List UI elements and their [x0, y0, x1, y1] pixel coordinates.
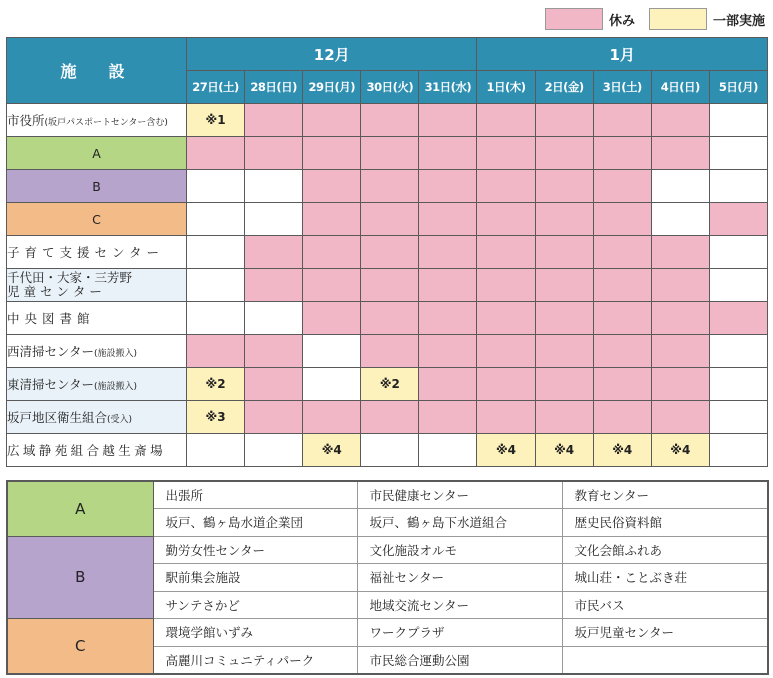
schedule-cell-off	[477, 137, 535, 170]
schedule-table	[6, 37, 768, 467]
schedule-cell-off	[651, 104, 709, 137]
day-header: 29日(月)	[303, 71, 361, 104]
schedule-cell-open	[709, 368, 767, 401]
facility-name-cell	[7, 236, 187, 269]
schedule-cell-off	[535, 269, 593, 302]
schedule-cell-off	[245, 401, 303, 434]
schedule-cell-open	[361, 434, 419, 467]
schedule-cell-off	[651, 302, 709, 335]
facility-note: (施設搬入)	[94, 382, 138, 392]
schedule-cell-off	[419, 170, 477, 203]
facility-name: 千代田・大家・三芳野	[7, 270, 133, 285]
facility-name: C	[92, 211, 101, 227]
schedule-cell-off	[245, 368, 303, 401]
schedule-cell-partial: ※1	[187, 104, 245, 137]
schedule-cell-off	[361, 104, 419, 137]
schedule-cell-off	[593, 302, 651, 335]
day-header: 4日(日)	[651, 71, 709, 104]
schedule-cell-off	[593, 170, 651, 203]
schedule-cell-off	[361, 302, 419, 335]
schedule-cell-open	[187, 434, 245, 467]
day-header: 31日(水)	[419, 71, 477, 104]
schedule-cell-off	[419, 335, 477, 368]
schedule-cell-open	[709, 137, 767, 170]
schedule-cell-off	[303, 203, 361, 236]
schedule-row	[7, 401, 768, 434]
schedule-cell-partial: ※3	[187, 401, 245, 434]
facility-name-line2: 児 童 セ ン タ ー	[7, 284, 102, 299]
schedule-cell-off	[535, 401, 593, 434]
category-facility: 地域交流センター	[357, 591, 562, 619]
schedule-cell-off	[651, 137, 709, 170]
schedule-cell-open	[709, 236, 767, 269]
schedule-cell-off	[303, 236, 361, 269]
legend-label-closed: 休み	[608, 13, 635, 29]
schedule-cell-off	[419, 137, 477, 170]
schedule-cell-off	[419, 104, 477, 137]
schedule-row	[7, 137, 768, 170]
schedule-cell-off	[361, 236, 419, 269]
schedule-cell-off	[593, 203, 651, 236]
facility-name-cell	[7, 434, 187, 467]
schedule-cell-off	[361, 170, 419, 203]
schedule-cell-off	[245, 269, 303, 302]
schedule-cell-off	[593, 401, 651, 434]
schedule-cell-partial: ※4	[535, 434, 593, 467]
category-facility: 坂戸児童センター	[562, 619, 768, 647]
schedule-cell-open	[245, 434, 303, 467]
category-facility: 高麗川コミュニティパーク	[153, 646, 357, 674]
schedule-cell-open	[303, 335, 361, 368]
category-facility: サンテさかど	[153, 591, 357, 619]
category-facility: 文化施設オルモ	[357, 536, 562, 564]
schedule-cell-partial: ※4	[303, 434, 361, 467]
schedule-cell-off	[535, 335, 593, 368]
category-facility: ワークプラザ	[357, 619, 562, 647]
schedule-cell-off	[303, 401, 361, 434]
day-header: 5日(月)	[709, 71, 767, 104]
schedule-row	[7, 368, 768, 401]
schedule-cell-off	[303, 137, 361, 170]
category-facility	[562, 646, 768, 674]
schedule-cell-open	[419, 434, 477, 467]
schedule-cell-open	[187, 302, 245, 335]
facility-name-cell	[7, 368, 187, 401]
schedule-row	[7, 302, 768, 335]
legend-swatch-closed	[545, 8, 603, 30]
schedule-cell-off	[651, 368, 709, 401]
schedule-cell-off	[361, 137, 419, 170]
schedule-cell-open	[651, 203, 709, 236]
schedule-cell-off	[361, 203, 419, 236]
category-facility: 歴史民俗資料館	[562, 509, 768, 537]
category-facility: 勤労女性センター	[153, 536, 357, 564]
category-facility: 福祉センター	[357, 564, 562, 592]
schedule-cell-off	[709, 203, 767, 236]
schedule-cell-off	[419, 302, 477, 335]
schedule-cell-off	[419, 236, 477, 269]
category-label-a: A	[7, 481, 153, 536]
schedule-cell-off	[535, 104, 593, 137]
schedule-cell-off	[651, 335, 709, 368]
schedule-cell-off	[187, 137, 245, 170]
category-label-b: B	[7, 536, 153, 619]
category-body	[7, 481, 768, 674]
schedule-cell-off	[593, 269, 651, 302]
schedule-cell-off	[535, 368, 593, 401]
category-facility: 市民バス	[562, 591, 768, 619]
facility-name: 東清掃センター	[7, 377, 95, 392]
legend-swatch-partial	[649, 8, 707, 30]
category-row	[7, 619, 768, 647]
schedule-cell-off	[593, 104, 651, 137]
facility-name-cell	[7, 104, 187, 137]
category-facility: 城山荘・ことぶき荘	[562, 564, 768, 592]
schedule-cell-off	[593, 236, 651, 269]
category-row	[7, 536, 768, 564]
category-facility: 市民健康センター	[357, 481, 562, 509]
schedule-cell-off	[477, 203, 535, 236]
legend-label-partial: 一部実施	[712, 13, 765, 29]
facility-name-cell	[7, 335, 187, 368]
schedule-cell-off	[477, 401, 535, 434]
category-facility: 環境学館いずみ	[153, 619, 357, 647]
schedule-cell-off	[535, 170, 593, 203]
schedule-row	[7, 236, 768, 269]
legend	[545, 6, 765, 32]
category-table	[6, 480, 769, 675]
schedule-cell-open	[303, 368, 361, 401]
facility-name: 子育て支援センター	[7, 245, 165, 260]
day-header: 28日(日)	[245, 71, 303, 104]
day-header: 1日(木)	[477, 71, 535, 104]
facility-name-cell	[7, 203, 187, 236]
schedule-cell-off	[651, 269, 709, 302]
schedule-row	[7, 335, 768, 368]
facility-name: A	[92, 145, 101, 161]
schedule-cell-off	[245, 104, 303, 137]
category-row	[7, 481, 768, 509]
legend-item-partial	[649, 8, 765, 30]
schedule-cell-partial: ※4	[477, 434, 535, 467]
facility-name-cell	[7, 269, 187, 302]
month-header-row	[7, 38, 768, 71]
facility-name-cell	[7, 401, 187, 434]
schedule-cell-off	[303, 170, 361, 203]
schedule-cell-off	[593, 368, 651, 401]
day-header: 2日(金)	[535, 71, 593, 104]
facility-note: (施設搬入)	[94, 349, 138, 359]
schedule-cell-off	[361, 269, 419, 302]
schedule-cell-off	[535, 137, 593, 170]
category-facility: 教育センター	[562, 481, 768, 509]
schedule-cell-partial: ※2	[187, 368, 245, 401]
day-header: 27日(土)	[187, 71, 245, 104]
schedule-cell-partial: ※2	[361, 368, 419, 401]
day-header: 3日(土)	[593, 71, 651, 104]
facility-name-cell	[7, 302, 187, 335]
facility-note: (受入)	[107, 415, 133, 425]
facility-name: 西清掃センター	[7, 344, 95, 359]
schedule-cell-off	[709, 302, 767, 335]
schedule-cell-off	[477, 104, 535, 137]
schedule-cell-off	[361, 401, 419, 434]
schedule-cell-open	[709, 269, 767, 302]
facility-name: B	[92, 178, 101, 194]
facility-name-cell	[7, 170, 187, 203]
schedule-cell-off	[187, 335, 245, 368]
schedule-row	[7, 434, 768, 467]
schedule-cell-off	[535, 203, 593, 236]
schedule-body	[7, 104, 768, 467]
schedule-cell-off	[361, 335, 419, 368]
schedule-cell-off	[535, 236, 593, 269]
schedule-cell-off	[477, 335, 535, 368]
day-header: 30日(火)	[361, 71, 419, 104]
schedule-row	[7, 170, 768, 203]
schedule-row	[7, 269, 768, 302]
category-label-c: C	[7, 619, 153, 674]
schedule-cell-open	[187, 203, 245, 236]
category-facility: 市民総合運動公園	[357, 646, 562, 674]
month-header-december: 12月	[187, 38, 477, 71]
schedule-cell-off	[245, 137, 303, 170]
schedule-cell-off	[593, 335, 651, 368]
schedule-cell-off	[593, 137, 651, 170]
schedule-cell-off	[535, 302, 593, 335]
schedule-cell-open	[709, 170, 767, 203]
category-facility: 駅前集会施設	[153, 564, 357, 592]
schedule-cell-open	[187, 170, 245, 203]
schedule-cell-off	[477, 170, 535, 203]
schedule-cell-off	[477, 368, 535, 401]
facility-name: 市役所	[7, 113, 45, 128]
schedule-cell-open	[245, 302, 303, 335]
schedule-cell-open	[709, 104, 767, 137]
facility-header: 施 設	[7, 38, 187, 104]
schedule-cell-off	[419, 368, 477, 401]
facility-name: 広域静苑組合越生斎場	[7, 443, 167, 458]
category-facility: 坂戸、鶴ヶ島下水道組合	[357, 509, 562, 537]
schedule-cell-open	[245, 170, 303, 203]
schedule-cell-off	[477, 269, 535, 302]
schedule-cell-open	[709, 335, 767, 368]
schedule-row	[7, 203, 768, 236]
schedule-cell-open	[709, 434, 767, 467]
schedule-cell-off	[245, 236, 303, 269]
facility-name: 坂戸地区衛生組合	[7, 410, 108, 425]
facility-name-cell	[7, 137, 187, 170]
facility-note: (坂戸パスポートセンター含む)	[44, 118, 168, 128]
schedule-cell-partial: ※4	[651, 434, 709, 467]
schedule-cell-off	[477, 302, 535, 335]
schedule-cell-off	[245, 335, 303, 368]
schedule-cell-off	[303, 302, 361, 335]
schedule-cell-off	[419, 401, 477, 434]
category-facility: 文化会館ふれあ	[562, 536, 768, 564]
schedule-row	[7, 104, 768, 137]
facility-name: 中央図書館	[7, 311, 95, 326]
legend-item-closed	[545, 8, 649, 30]
category-facility: 出張所	[153, 481, 357, 509]
schedule-cell-off	[419, 203, 477, 236]
month-header-january: 1月	[477, 38, 768, 71]
schedule-cell-open	[709, 401, 767, 434]
schedule-cell-off	[303, 104, 361, 137]
schedule-cell-partial: ※4	[593, 434, 651, 467]
schedule-cell-off	[477, 236, 535, 269]
schedule-cell-open	[187, 269, 245, 302]
schedule-cell-open	[245, 203, 303, 236]
schedule-cell-open	[187, 236, 245, 269]
schedule-cell-off	[303, 269, 361, 302]
schedule-cell-off	[651, 401, 709, 434]
category-facility: 坂戸、鶴ヶ島水道企業団	[153, 509, 357, 537]
schedule-cell-off	[651, 236, 709, 269]
schedule-cell-off	[419, 269, 477, 302]
schedule-cell-open	[651, 170, 709, 203]
